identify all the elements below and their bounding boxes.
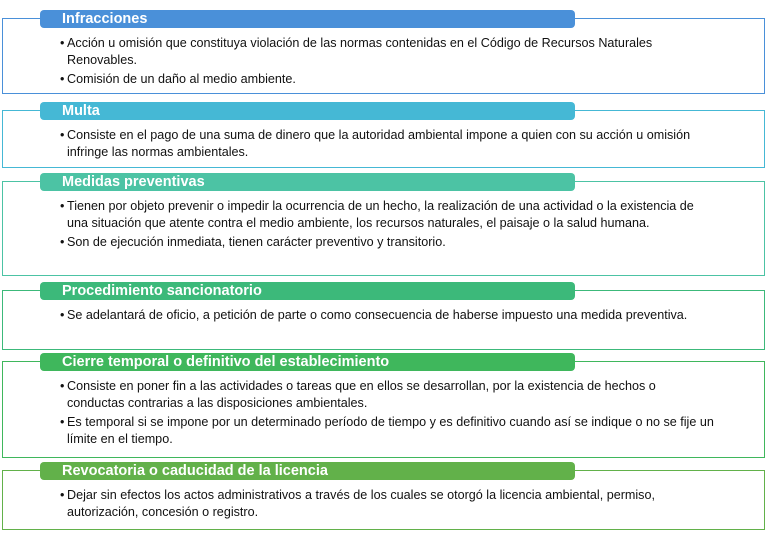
section-cierre-establecimiento	[2, 353, 765, 458]
section-medidas-preventivas	[2, 173, 765, 276]
section-title: Cierre temporal o definitivo del establecimiento	[40, 353, 575, 371]
list-item: • Es temporal si se impone por un determinado período de tiempo y es definitivo cuando así se indique o no se fije un límite en el tiempo.	[60, 415, 714, 446]
bullet-list	[60, 378, 715, 450]
bullet-list	[60, 198, 715, 254]
bullet-text: Consiste en poner fin a las actividades o tareas que en ellos se desarrollan, por la existencia de hechos o conductas contrarias a las disposiciones ambientales.	[67, 379, 656, 410]
list-item: • Son de ejecución inmediata, tienen carácter preventivo y transitorio.	[60, 235, 446, 249]
bullet-list	[60, 487, 715, 523]
section-infracciones	[2, 10, 765, 94]
section-procedimiento-sancionatorio	[2, 282, 765, 350]
section-title: Infracciones	[40, 10, 575, 28]
section-revocatoria-licencia	[2, 462, 765, 530]
list-item: • Acción u omisión que constituya violación de las normas contenidas en el Código de Recursos Naturales Renovables.	[60, 36, 653, 67]
bullet-list	[60, 307, 715, 327]
bullet-text: Consiste en el pago de una suma de dinero que la autoridad ambiental impone a quien con su acción u omisión infringe las normas ambientales.	[67, 128, 691, 159]
section-title: Multa	[40, 102, 575, 120]
list-item: • Dejar sin efectos los actos administrativos a través de los cuales se otorgó la licencia ambiental, permiso, autorización, concesión o registro.	[60, 488, 655, 519]
section-title: Revocatoria o caducidad de la licencia	[40, 462, 575, 480]
list-item: • Consiste en poner fin a las actividades o tareas que en ellos se desarrollan, por la existencia de hechos o conductas contrarias a las disposiciones ambientales.	[60, 379, 656, 410]
list-item: • Comisión de un daño al medio ambiente.	[60, 72, 296, 86]
list-item: • Se adelantará de oficio, a petición de parte o como consecuencia de haberse impuesto una medida preventiva.	[60, 308, 688, 322]
bullet-text: Se adelantará de oficio, a petición de parte o como consecuencia de haberse impuesto una medida preventiva.	[67, 308, 688, 322]
list-item: • Consiste en el pago de una suma de dinero que la autoridad ambiental impone a quien con su acción u omisión infringe las normas ambientales.	[60, 128, 691, 159]
bullet-list	[60, 35, 715, 91]
bullet-text: Comisión de un daño al medio ambiente.	[67, 72, 296, 86]
section-multa	[2, 102, 765, 168]
list-item: • Tienen por objeto prevenir o impedir la ocurrencia de un hecho, la realización de una actividad o la existencia de una situación que atente contra el medio ambiente, los recursos naturales, el paisaje o la salud humana.	[60, 199, 694, 230]
section-title: Procedimiento sancionatorio	[40, 282, 575, 300]
bullet-list	[60, 127, 715, 163]
bullet-text: Son de ejecución inmediata, tienen carácter preventivo y transitorio.	[67, 235, 446, 249]
bullet-text: Tienen por objeto prevenir o impedir la ocurrencia de un hecho, la realización de una actividad o la existencia de una situación que atente contra el medio ambiente, los recursos naturales, el paisaje o la salud humana.	[67, 199, 694, 230]
bullet-text: Es temporal si se impone por un determinado período de tiempo y es definitivo cuando así se indique o no se fije un límite en el tiempo.	[67, 415, 714, 446]
bullet-text: Acción u omisión que constituya violación de las normas contenidas en el Código de Recursos Naturales Renovables.	[67, 36, 653, 67]
bullet-text: Dejar sin efectos los actos administrativos a través de los cuales se otorgó la licencia ambiental, permiso, autorización, concesión o registro.	[67, 488, 655, 519]
section-title: Medidas preventivas	[40, 173, 575, 191]
